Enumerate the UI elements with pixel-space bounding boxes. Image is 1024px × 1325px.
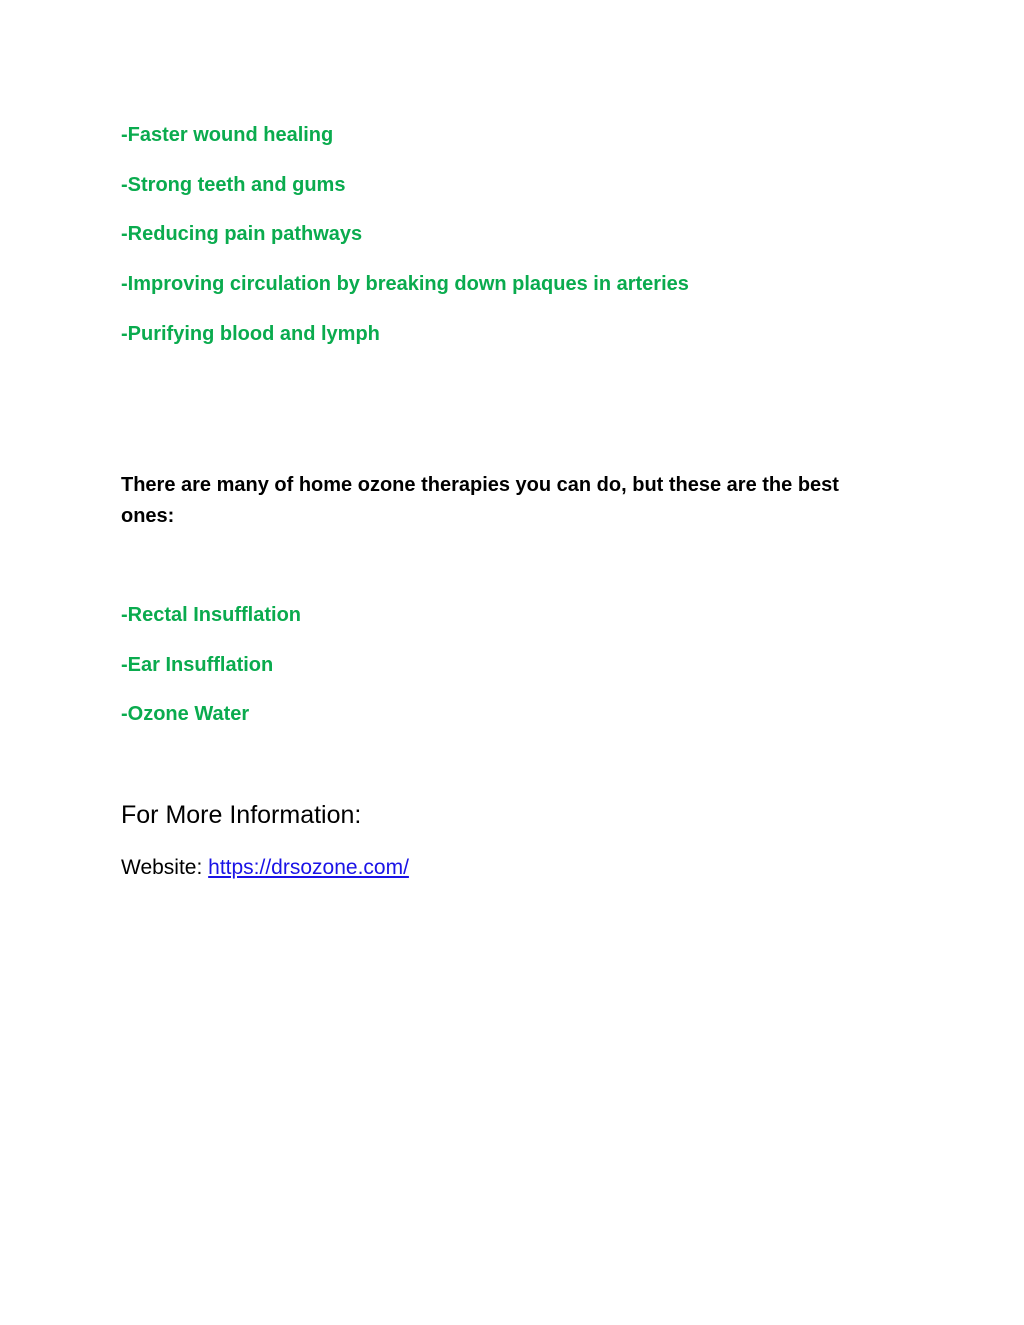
therapy-item: -Rectal Insufflation xyxy=(121,604,302,626)
website-label: Website: xyxy=(121,856,209,879)
website-line xyxy=(121,855,409,881)
more-info-heading: For More Information: xyxy=(121,801,362,829)
benefit-item: -Faster wound healing xyxy=(121,124,334,146)
therapy-item: -Ear Insufflation xyxy=(121,654,274,676)
therapy-item: -Ozone Water xyxy=(121,703,250,725)
benefit-item: -Improving circulation by breaking down plaques in arteries xyxy=(121,273,689,295)
benefit-item: -Purifying blood and lymph xyxy=(121,323,380,345)
benefit-item: -Strong teeth and gums xyxy=(121,174,346,196)
website-link[interactable]: https://drsozone.com/ xyxy=(208,856,409,879)
intro-paragraph: There are many of home ozone therapies you can do, but these are the best ones: xyxy=(121,474,839,527)
benefit-item: -Reducing pain pathways xyxy=(121,223,363,245)
